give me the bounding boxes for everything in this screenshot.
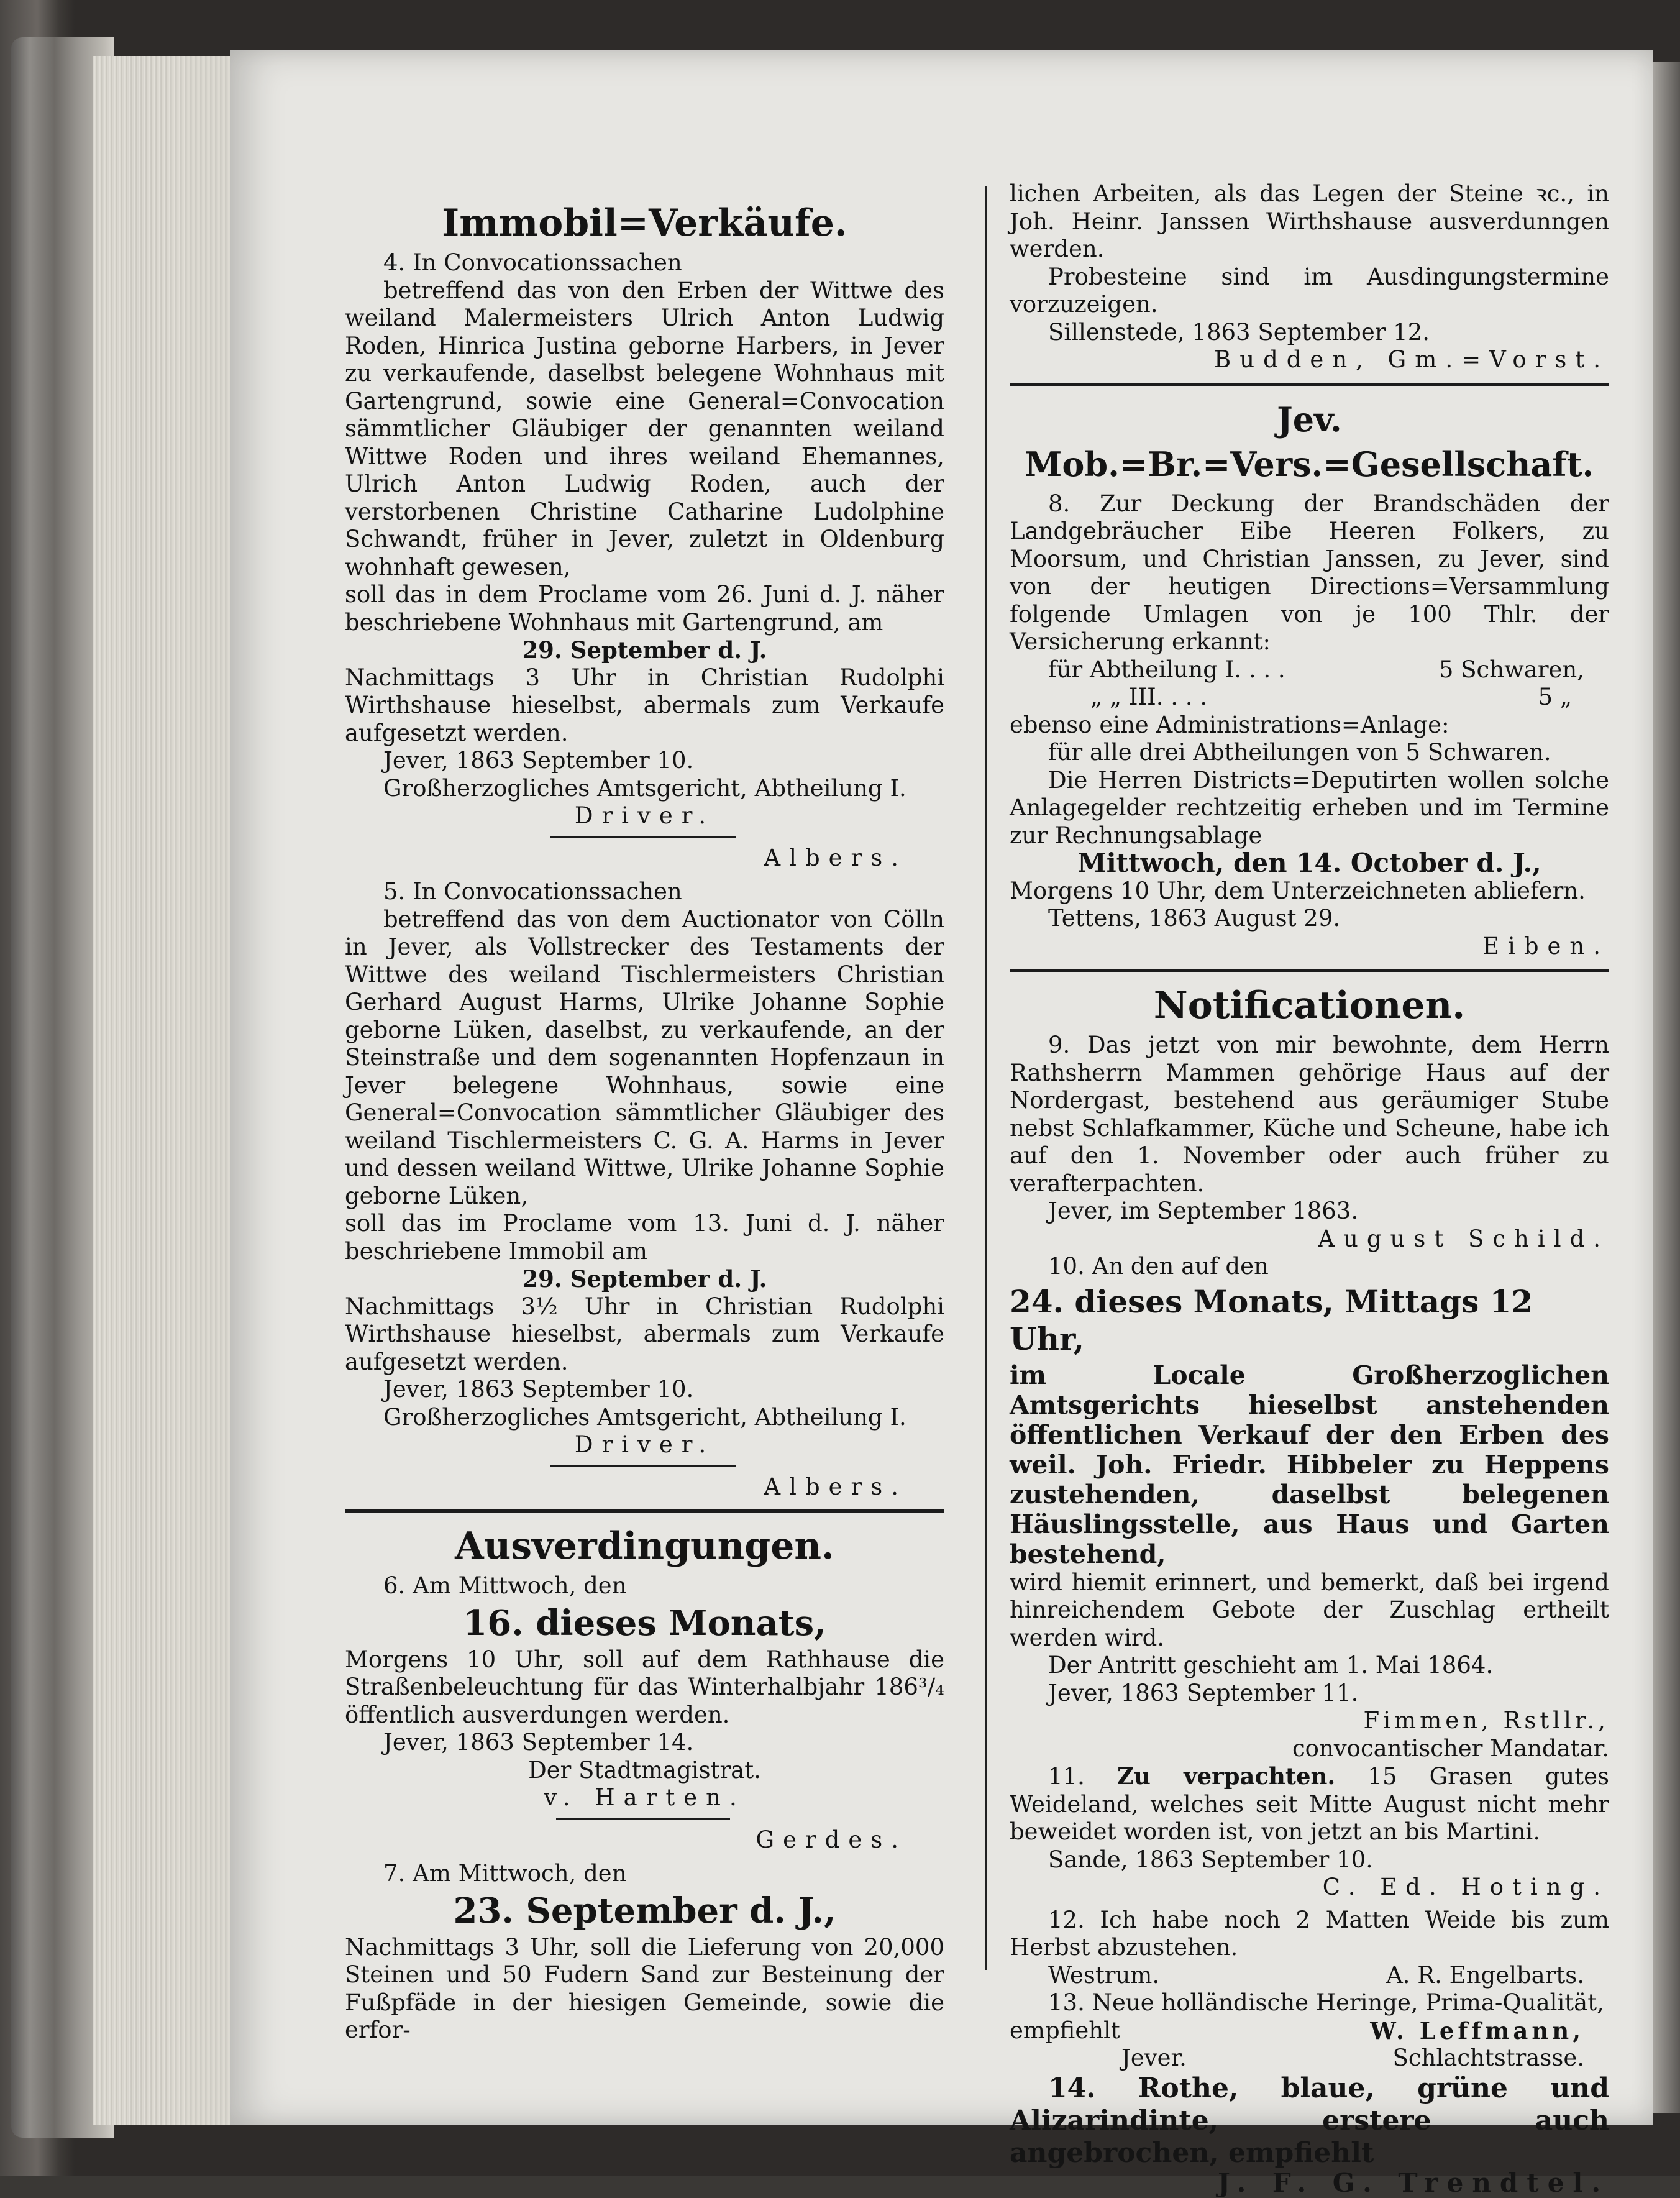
notice-8-ebenso: ebenso eine Administrations=Anlage: <box>1010 711 1449 738</box>
notice-10-rest: wird hiemit erinnert, und bemerkt, daß bei irgend hinreichendem Gebote der Zuschlag ertheilt werden wird. <box>1010 1568 1609 1651</box>
section-title-gesellschaft: Jev. Mob.=Br.=Vers.=Gesellschaft. <box>1025 399 1594 484</box>
notice-12-signature: A. R. Engelbarts. <box>1386 1961 1584 1989</box>
left-column <box>345 196 944 2045</box>
notice-4-soll: soll das in dem Proclame vom 26. Juni d. J. näher beschriebene Wohnhaus mit Gartengrund, am <box>345 581 944 636</box>
notice-7-place: Sillenstede, 1863 September 12. <box>1048 318 1430 346</box>
notice-7-signature: Budden, Gm.=Vorst. <box>1214 346 1609 373</box>
notice-5-time: Nachmittags 3½ Uhr in Christian Rudolphi Wirthshause hieselbst, abermals zum Verkaufe aufgesetzt werden. <box>345 1293 944 1375</box>
notice-12-footer <box>1010 1962 1609 1990</box>
notice-11-place: Sande, 1863 September 10. <box>1048 1846 1373 1873</box>
notice-13-empfiehlt: empfiehlt <box>1010 2017 1120 2044</box>
notice-13-place: Jever. <box>1121 2045 1187 2071</box>
notice-10-date: 24. dieses Monats, Mittags 12 Uhr, <box>1010 1283 1533 1357</box>
notice-13-street: Schlachtstrasse. <box>1392 2045 1584 2071</box>
notice-6-date: 16. dieses Monats, <box>463 1602 826 1644</box>
notice-14-signature: J. F. G. Trendtel. <box>1218 2167 1609 2198</box>
notice-5-body: betreffend das von dem Auctionator von Cölln in Jever, als Vollstrecker des Testaments der Wittwe des weiland Tischlermeisters Christian Gerhard August Harms, Ulrike Johanne Sophie geborne Lüken, daselbst, zu verkaufende, an der Steinstraße und dem sogenannten Hopfenzaun in Jever belegene Wohnhaus, sowie eine General=Convocation sämmtlicher Gläubiger des weiland Tischlermeisters C. G. A. Harms in Jever und dessen weiland Wittwe, Ulrike Johanne Sophie geborne Lüken, <box>345 905 944 1209</box>
notice-6-place: Jever, 1863 September 14. <box>383 1729 694 1756</box>
notice-9-place: Jever, im September 1863. <box>1048 1197 1359 1224</box>
notice-8-date: Mittwoch, den 14. October d. J., <box>1077 848 1541 878</box>
notice-10-middle: im Locale Großherzoglichen Amtsgerichts hieselbst anstehenden öffentlichen Verkauf der den Erben des weil. Joh. Friedr. Hibbeler zu Heppens zustehenden, daselbst belegenen Häuslingsstelle, aus Haus und Garten bestehend, <box>1010 1360 1609 1569</box>
notice-10-head: 10. An den auf den <box>1048 1253 1269 1280</box>
notice-5-signature-driver: Driver. <box>574 1431 715 1458</box>
notice-8-herren: Die Herren Districts=Deputirten wollen solche Anlagegelder rechtzeitig erheben und im Termine zur Rechnungsablage <box>1010 766 1609 849</box>
notice-8-place: Tettens, 1863 August 29. <box>1048 905 1341 932</box>
notice-6-head: 6. Am Mittwoch, den <box>383 1572 627 1599</box>
notice-7-continued: lichen Arbeiten, als das Legen der Steine ꝛc., in Joh. Heinr. Janssen Wirthshause ausverdunngen werden. <box>1010 180 1609 262</box>
notice-4-signature-driver: Driver. <box>574 802 715 829</box>
notice-4-court: Großherzogliches Amtsgericht, Abtheilung I. <box>383 774 906 802</box>
notice-10-place: Jever, 1863 September 11. <box>1048 1679 1359 1706</box>
notice-4-time: Nachmittags 3 Uhr in Christian Rudolphi Wirthshause hieselbst, abermals zum Verkaufe aufgesetzt werden. <box>345 664 944 746</box>
section-title-notificationen: Notificationen. <box>1153 984 1466 1027</box>
notice-4-signature-albers: Albers. <box>764 844 907 871</box>
notice-12-body: 12. Ich habe noch 2 Matten Weide bis zum Herbst abzustehen. <box>1010 1906 1609 1961</box>
notice-6-body: Morgens 10 Uhr, soll auf dem Rathhause die Straßenbeleuchtung für das Winterhalbjahr 186³/₄ öffentlich ausverdungen werden. <box>345 1646 944 1728</box>
notice-5-signature-albers: Albers. <box>764 1473 907 1500</box>
notice-4-head: 4. In Convocationssachen <box>383 249 682 276</box>
notice-4-date: 29. September d. J. <box>522 636 767 664</box>
notice-4-body: betreffend das von den Erben der Wittwe des weiland Malermeisters Ulrich Anton Ludwig Roden, Hinrica Justina geborne Harbers, in Jever zu verkaufende, daselbst belegene Wohnhaus mit Gartengrund, sowie eine General=Convocation sämmtlicher Gläubiger der genannten weiland Wittwe Roden und ihres weiland Ehemannes, Ulrich Anton Ludwig Roden, auch der verstorbenen Christine Catharine Ludolphine Schwandt, früher in Jever, zuletzt in Oldenburg wohnhaft gewesen, <box>345 277 944 580</box>
notice-5-date: 29. September d. J. <box>522 1265 767 1293</box>
notice-7-body: Nachmittags 3 Uhr, soll die Lieferung von 20,000 Steinen und 50 Fudern Sand zur Besteinung der Fußpfäde in der hiesigen Gemeinde, sowie die erfor- <box>345 1933 944 2043</box>
notice-7-date: 23. September d. J., <box>453 1890 836 1931</box>
notice-8-signature: Eiben. <box>1482 932 1609 959</box>
section-rule <box>1010 383 1609 386</box>
signature-rule <box>550 836 736 838</box>
page-edges <box>93 56 236 2125</box>
signature-rule <box>550 1465 736 1467</box>
notice-9-body: 9. Das jetzt von mir bewohnte, dem Herrn Rathsherrn Mammen gehörige Haus auf der Nordergast, bestehend aus geräumiger Stube nebst Schlafkammer, Küche und Scheune, habe ich auf den 1. November oder auch früher zu verafterpachten. <box>1010 1032 1609 1197</box>
section-rule <box>1010 969 1609 972</box>
notice-13-row-2 <box>1010 2017 1609 2045</box>
notice-8-line-2-value: 5 „ <box>1538 684 1572 710</box>
section-rule <box>345 1509 944 1513</box>
notice-10-signature: Fimmen, Rstllr., <box>1363 1707 1609 1734</box>
notice-8-line-2 <box>1010 684 1609 712</box>
section-title-immobil: Immobil=Verkäufe. <box>442 201 847 245</box>
notice-8-line-2-label: „ „ III. . . . <box>1090 684 1208 710</box>
notice-8-line-1-value: 5 Schwaren, <box>1438 656 1584 683</box>
section-title-ausverdingungen: Ausverdingungen. <box>455 1524 834 1568</box>
notice-11-body: 15 Grasen gutes Weideland, welches seit Mitte August nicht mehr beweidet worden ist, von jetzt an bis Martini. <box>1010 1763 1609 1845</box>
notice-6-signature-harten: v. Harten. <box>544 1784 746 1811</box>
right-column <box>1010 180 1609 2197</box>
notice-5-place: Jever, 1863 September 10. <box>383 1376 694 1403</box>
notice-9-signature: August Schild. <box>1318 1225 1609 1252</box>
notice-13-line-1: 13. Neue holländische Heringe, Prima-Qualität, <box>1048 1989 1604 2016</box>
column-divider <box>985 186 987 1970</box>
notice-5-head: 5. In Convocationssachen <box>383 878 682 905</box>
notice-8-alle: für alle drei Abtheilungen von 5 Schwaren. <box>1048 739 1551 766</box>
notice-10-mandatar: convocantischer Mandatar. <box>1292 1734 1609 1762</box>
notice-5-soll: soll das im Proclame vom 13. Juni d. J. näher beschriebene Immobil am <box>345 1210 944 1265</box>
signature-rule <box>556 1818 730 1820</box>
notice-8-line-1 <box>1010 656 1609 684</box>
notice-10-antritt: Der Antritt geschieht am 1. Mai 1864. <box>1048 1652 1494 1678</box>
notice-11 <box>1010 1762 1609 1846</box>
notice-11-signature: C. Ed. Hoting. <box>1322 1874 1609 1900</box>
notice-6-signature-gerdes: Gerdes. <box>756 1826 907 1853</box>
notice-8-line-1-label: für Abtheilung I. . . . <box>1048 656 1285 683</box>
notice-7-head: 7. Am Mittwoch, den <box>383 1860 627 1887</box>
notice-12-place: Westrum. <box>1048 1961 1160 1989</box>
notice-13-row-3 <box>1010 2045 1609 2072</box>
notice-11-title: Zu verpachten. <box>1116 1762 1336 1790</box>
notice-11-number: 11. <box>1048 1763 1085 1790</box>
notice-13-name: W. Leffmann, <box>1370 2017 1584 2045</box>
notice-8-time: Morgens 10 Uhr, dem Unterzeichneten abliefern. <box>1010 877 1586 904</box>
notice-14-body: 14. Rothe, blaue, grüne und Alizarindinte, erstere auch angebrochen, empfiehlt <box>1010 2072 1609 2169</box>
notice-4-place: Jever, 1863 September 10. <box>383 747 694 774</box>
notice-7-probe: Probesteine sind im Ausdingungstermine vorzuzeigen. <box>1010 263 1609 318</box>
notice-6-org: Der Stadtmagistrat. <box>528 1756 761 1784</box>
notice-5-court: Großherzogliches Amtsgericht, Abtheilung I. <box>383 1403 906 1431</box>
notice-8-body: 8. Zur Deckung der Brandschäden der Landgebräucher Eibe Heeren Folkers, zu Moorsum, und Christian Janssen, zu Jever, sind von der heutigen Directions=Versammlung folgende Umlagen von je 100 Thlr. der Versicherung erkannt: <box>1010 490 1609 655</box>
